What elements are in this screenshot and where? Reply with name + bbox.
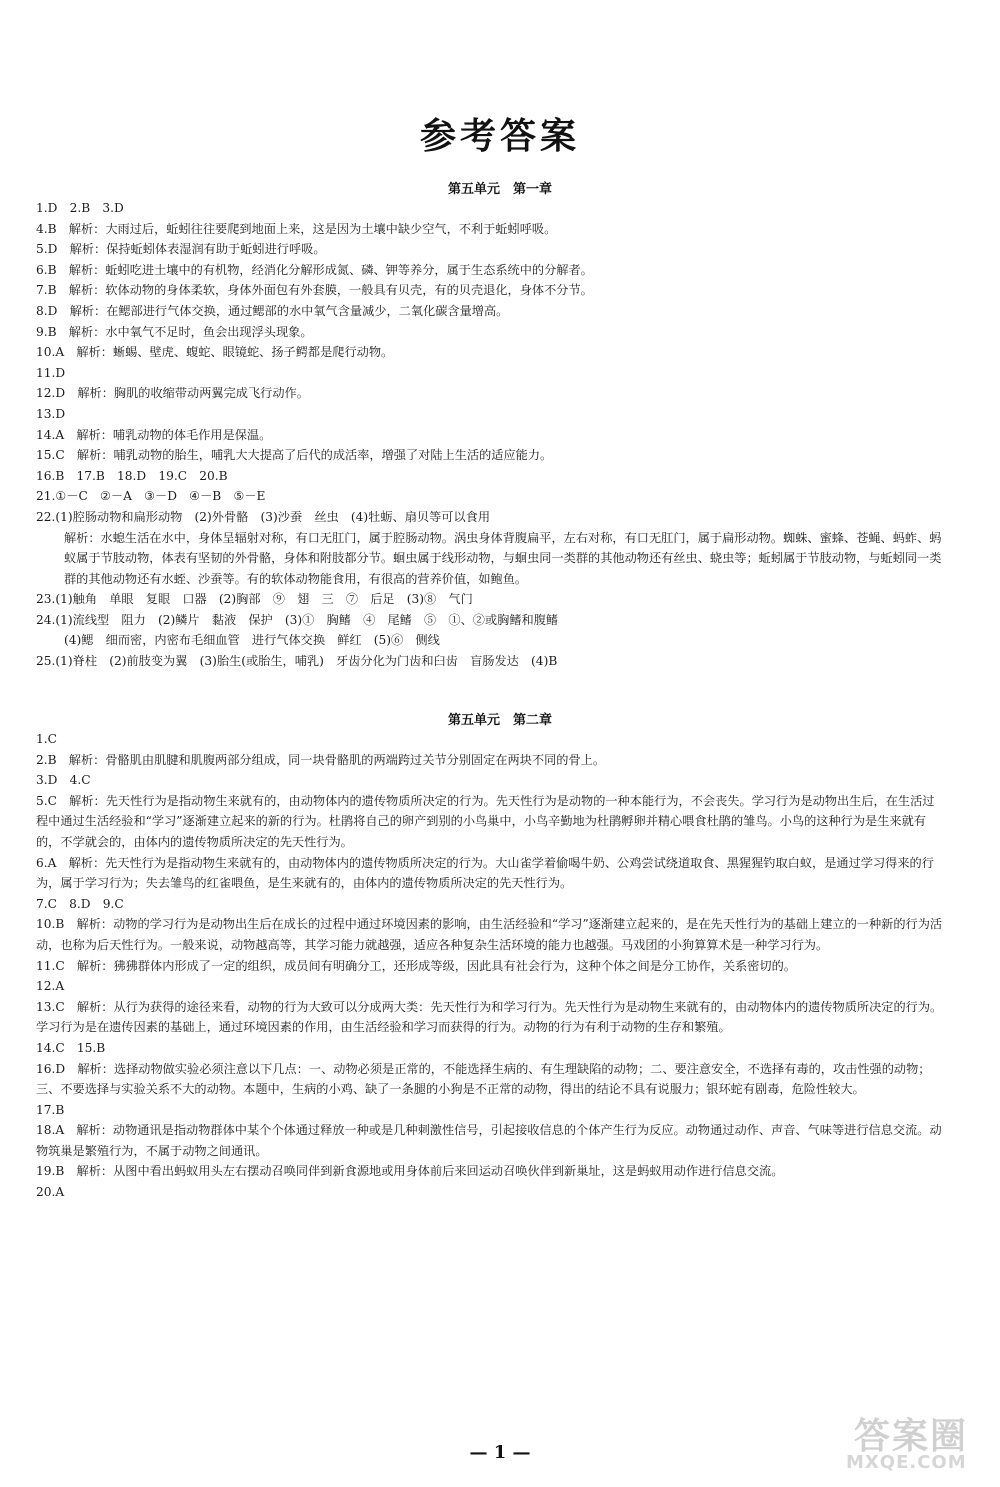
answer-line: 20.A	[36, 1185, 65, 1200]
answer-analysis: 解析：水螅生活在水中，身体呈辐射对称，有口无肛门，属于腔肠动物。涡虫身体背腹扁平，左右对称，有口无肛门，属于扁形动物。蜘蛛、蜜蜂、苍蝇、蚂蚱、蚂蚁属于节肢动物，体表有坚韧的外骨骼，身体和附肢都分节。蛔虫属于线形动物，与蛔虫同一类群的其他动物还有丝虫、蛲虫等；蚯蚓属于节肢动物，与蚯蚓同一类群的其他动物还有水蛭、沙蚕等。有的软体动物能食用，有很高的营养价值，如鲍鱼。	[64, 530, 942, 586]
answer-line: 14.A 解析：哺乳动物的体毛作用是保温。	[36, 427, 272, 442]
watermark-text: 答案圈	[854, 1416, 969, 1457]
answer-line: 25.(1)脊柱 (2)前肢变为翼 (3)胎生(或胎生，哺乳) 牙齿分化为门齿和臼齿 盲肠发达 (4)B	[36, 654, 558, 669]
answer-line: 5.C 解析：先天性行为是指动物生来就有的，由动物体内的遗传物质所决定的行为。先天性行为是动物的一种本能行为，不会丧失。学习行为是动物出生后，在生活过程中通过生活经验和“学习”逐渐建立起来的新的行为。杜鹃将自己的卵产到别的小鸟巢中，小鸟辛勤地为杜鹃孵卵并精心喂食杜鹃的雏鸟。小鸟的这种行为是生来就有的，不学就会的，由体内的遗传物质所决定的先天性行为。	[36, 793, 935, 849]
answer-line: 18.A 解析：动物通讯是指动物群体中某个个体通过释放一种或是几种刺激性信号，引起接收信息的个体产生行为反应。动物通过动作、声音、气味等进行信息交流。动物筑巢是繁殖行为，不属于动物之间通讯。	[36, 1123, 942, 1158]
answer-line: 13.D	[36, 406, 66, 421]
page-number-dash: —	[469, 1442, 494, 1463]
answer-line: 2.B 解析：骨骼肌由肌腱和肌腹两部分组成，同一块骨骼肌的两端跨过关节分别固定在两块不同的骨上。	[36, 752, 606, 767]
section-heading-unit5-ch1: 第五单元 第一章	[447, 182, 552, 197]
answer-line: 23.(1)触角 单眼 复眼 口器 (2)胸部 ⑨ 翅 三 ⑦ 后足 (3)⑧ 气门	[36, 592, 473, 607]
answer-line: 4.B 解析：大雨过后，蚯蚓往往要爬到地面上来，这是因为土壤中缺少空气，不利于蚯蚓呼吸。	[36, 221, 557, 236]
page-number-value: 1	[493, 1442, 507, 1463]
answer-line: 11.D	[36, 365, 66, 380]
answer-line: 8.D 解析：在鳃部进行气体交换，通过鳃部的水中氧气含量减少，二氧化碳含量增高。	[36, 303, 509, 318]
answer-line: 3.D 4.C	[36, 773, 91, 788]
answer-line-continued: (4)鳃 细而密，内密布毛细血管 进行气体交换 鲜红 (5)⑥ 侧线	[64, 633, 440, 648]
answer-line: 6.A 解析：先天性行为是指动物生来就有的，由动物体内的遗传物质所决定的行为。大山雀学着偷喝牛奶、公鸡尝试绕道取食、黑猩猩钓取白蚁，是通过学习得来的行为，属于学习行为；失去雏鸟的红雀喂鱼，是生来就有的，由体内的遗传物质所决定的先天性行为。	[36, 855, 934, 891]
answer-line: 24.(1)流线型 阻力 (2)鳞片 黏液 保护 (3)① 胸鳍 ④ 尾鳍 ⑤ ①、②或胸鳍和腹鳍	[36, 612, 559, 627]
page-title: 参考答案	[419, 116, 580, 157]
watermark-url: MXQE.COM	[846, 1452, 967, 1473]
section1-answers	[36, 198, 946, 672]
answer-line: 16.D 解析：选择动物做实验必须注意以下几点：一、动物必须是正常的，不能选择生病的、有生理缺陷的动物；二、要注意安全，不选择有毒的，攻击性强的动物；三、不要选择与实验关系不大的动物。本题中，生病的小鸡、缺了一条腿的小狗是不正常的动物，得出的结论不具有说服力；银环蛇有剧毒，危险性较大。	[36, 1061, 931, 1097]
answer-line: 7.B 解析：软体动物的身体柔软，身体外面包有外套膜，一般具有贝壳，有的贝壳退化，身体不分节。	[36, 283, 593, 298]
answer-line: 13.C 解析：从行为获得的途径来看，动物的行为大致可以分成两大类：先天性行为和学习行为。先天性行为是动物生来就有的，由动物体内的遗传物质所决定的行为。学习行为是在遗传因素的基础上，通过环境因素的作用，由生活经验和学习而获得的行为。动物的行为有利于动物的生存和繁殖。	[36, 999, 943, 1035]
section-heading-unit5-ch2: 第五单元 第二章	[447, 713, 552, 728]
answer-line: 1.C	[36, 732, 57, 746]
answer-line: 10.B 解析：动物的学习行为是动物出生后在成长的过程中通过环境因素的影响，由生活经验和“学习”逐渐建立起来的，是在先天性行为的基础上建立的一种新的行为活动，也称为后天性行为。一般来说，动物越高等，其学习能力就越强，适应各种复杂生活环境的能力也越强。马戏团的小狗算算术是一种学习行为。	[36, 917, 943, 952]
answer-line: 12.A	[36, 979, 65, 994]
section2-answers	[36, 729, 946, 1203]
answer-line: 5.D 解析：保持蚯蚓体表湿润有助于蚯蚓进行呼吸。	[36, 242, 326, 257]
answer-line: 19.B 解析：从图中看出蚂蚁用头左右摆动召唤同伴到新食源地或用身体前后来回运动召唤伙伴到新巢址，这是蚂蚁用动作进行信息交流。	[36, 1164, 784, 1179]
answer-line: 17.B	[36, 1102, 65, 1117]
answer-line: 21.①－C ②－A ③－D ④－B ⑤－E	[36, 489, 266, 504]
answer-line: 1.D 2.B 3.D	[36, 201, 124, 215]
answer-line: 6.B 解析：蚯蚓吃进土壤中的有机物，经消化分解形成氮、磷、钾等养分，属于生态系统中的分解者。	[36, 262, 593, 277]
answer-line: 9.B 解析：水中氧气不足时，鱼会出现浮头现象。	[36, 324, 313, 339]
answer-line: 11.C 解析：狒狒群体内形成了一定的组织，成员间有明确分工，还形成等级，因此具有社会行为，这种个体之间是分工协作，关系密切的。	[36, 958, 796, 973]
answer-line: 7.C 8.D 9.C	[36, 896, 124, 911]
answer-line: 15.C 解析：哺乳动物的胎生，哺乳大大提高了后代的成活率，增强了对陆上生活的适应能力。	[36, 448, 553, 463]
answer-line: 12.D 解析：胸肌的收缩带动两翼完成飞行动作。	[36, 386, 309, 401]
answer-line: 14.C 15.B	[36, 1040, 106, 1055]
answer-line: 16.B 17.B 18.D 19.C 20.B	[36, 468, 228, 483]
answer-line: 10.A 解析：蜥蜴、壁虎、蝮蛇、眼镜蛇、扬子鳄都是爬行动物。	[36, 345, 394, 360]
watermark-logo	[846, 1408, 996, 1478]
page-number-dash: —	[506, 1442, 531, 1463]
answer-line: 22.(1)腔肠动物和扁形动物 (2)外骨骼 (3)沙蚕 丝虫 (4)牡蛎、扇贝等可以食用	[36, 509, 491, 524]
